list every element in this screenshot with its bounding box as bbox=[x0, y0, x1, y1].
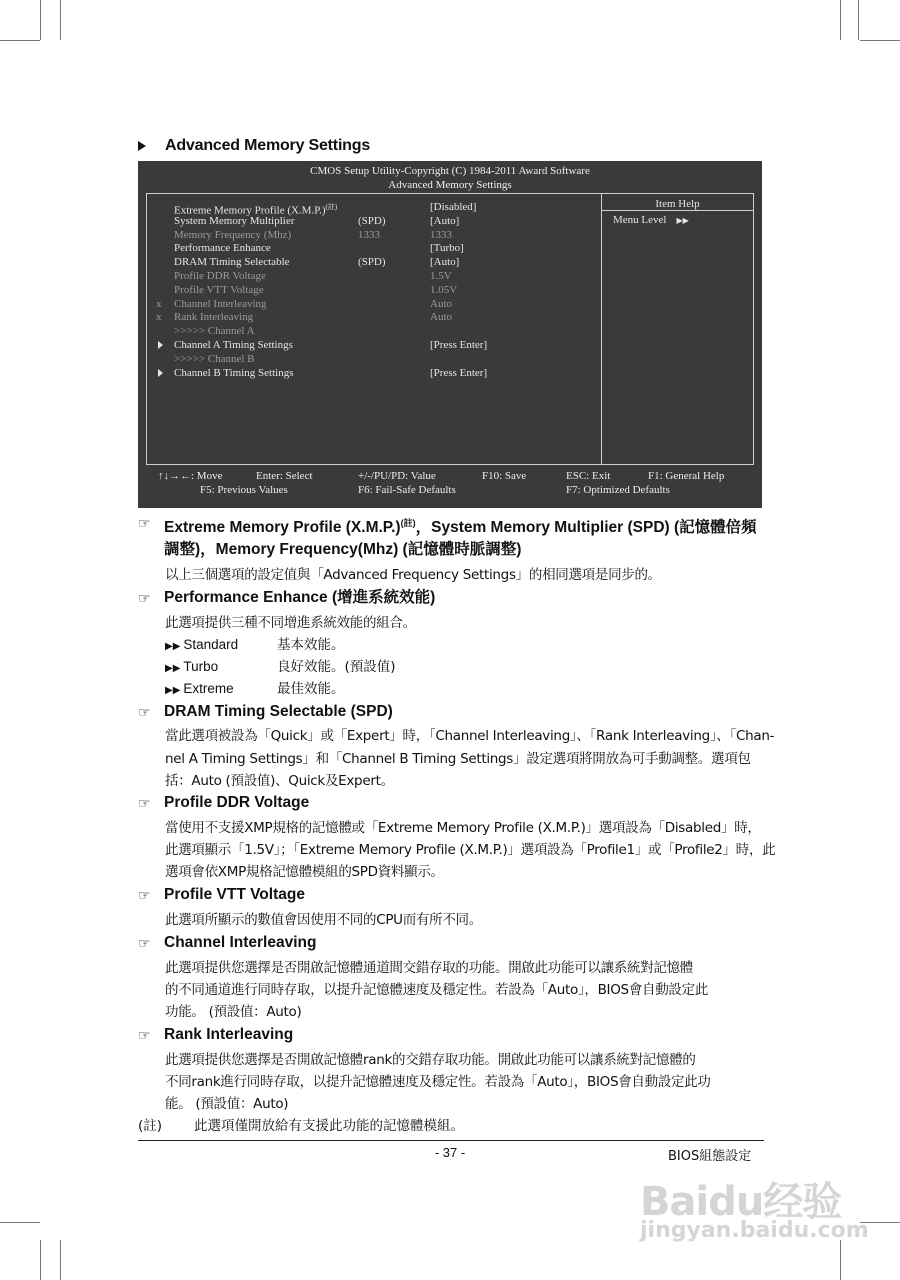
key-optimized: F7: Optimized Defaults bbox=[566, 484, 670, 496]
watermark bbox=[640, 1170, 869, 1260]
bios-setting-row[interactable] bbox=[147, 200, 597, 217]
bios-setting-row bbox=[147, 283, 597, 297]
rank-description-1: 此選項提供您選擇是否開啟記憶體rank的交錯存取功能。開啟此功能可以讓系統對記憶體的 bbox=[165, 1052, 696, 1068]
setting-label: Profile VTT Voltage bbox=[174, 283, 264, 296]
bios-menu-title: Advanced Memory Settings bbox=[388, 179, 512, 191]
watermark-url: jingyan.baidu.com bbox=[640, 1218, 869, 1243]
bios-setting-row bbox=[147, 228, 597, 242]
bios-setting-row bbox=[147, 352, 597, 366]
disabled-marker: x bbox=[156, 297, 162, 310]
crop-mark bbox=[0, 1222, 40, 1223]
key-move: ↑↓→←: Move bbox=[158, 470, 223, 482]
ddr-voltage-heading-text: Profile DDR Voltage bbox=[164, 794, 310, 811]
option-extreme bbox=[165, 679, 345, 701]
bios-setting-row bbox=[147, 269, 597, 283]
option-desc: 良好效能。(預設值) bbox=[277, 659, 396, 675]
crop-mark bbox=[858, 0, 859, 40]
channel-description-3: 功能。 (預設值：Auto) bbox=[165, 1004, 302, 1020]
vtt-voltage-heading-text: Profile VTT Voltage bbox=[164, 886, 305, 903]
xmp-heading-text-cont: ，System Memory Multiplier (SPD) (記憶體倍頻 bbox=[415, 519, 757, 537]
xmp-heading-line2-text: 調整)，Memory Frequency(Mhz) (記憶體時脈調整) bbox=[164, 541, 522, 558]
bios-setting-row[interactable] bbox=[147, 366, 597, 380]
channel-interleaving-heading-text: Channel Interleaving bbox=[164, 934, 317, 951]
performance-heading-text: Performance Enhance (增進系統效能) bbox=[164, 589, 436, 606]
double-arrow-right-icon: ▶▶ bbox=[165, 641, 181, 652]
menu-level-label: Menu Level bbox=[613, 214, 667, 226]
pointing-hand-icon: ☞ bbox=[138, 935, 151, 951]
setting-value: Auto bbox=[430, 311, 452, 324]
bios-setting-row bbox=[147, 297, 597, 311]
item-help-underline bbox=[602, 210, 753, 211]
setting-value: 1.05V bbox=[430, 283, 458, 296]
footnote bbox=[138, 1117, 464, 1135]
menu-level bbox=[613, 214, 689, 227]
rank-interleaving-heading-text: Rank Interleaving bbox=[164, 1026, 294, 1043]
double-arrow-right-icon: ▶▶ bbox=[165, 663, 181, 674]
xmp-description: 以上三個選項的設定值與「Advanced Frequency Settings」的相同選項是同步的。 bbox=[165, 567, 661, 583]
dram-heading-text: DRAM Timing Selectable (SPD) bbox=[164, 703, 393, 720]
setting-value: Auto bbox=[430, 297, 452, 310]
setting-value: 1.5V bbox=[430, 270, 452, 282]
setting-value[interactable]: [Press Enter] bbox=[430, 366, 488, 379]
crop-mark bbox=[840, 0, 841, 40]
setting-label: Performance Enhance bbox=[174, 242, 271, 255]
key-help: F1: General Help bbox=[648, 470, 725, 482]
bios-setting-row[interactable] bbox=[147, 214, 597, 228]
crop-mark bbox=[60, 1240, 61, 1280]
crop-mark bbox=[0, 40, 40, 41]
setting-value[interactable]: [Turbo] bbox=[430, 242, 464, 255]
key-save: F10: Save bbox=[482, 470, 527, 482]
footnote-text: 此選項僅開放給有支援此功能的記憶體模組。 bbox=[194, 1118, 464, 1134]
submenu-arrow-icon bbox=[158, 341, 163, 349]
option-standard bbox=[165, 635, 345, 657]
ddr-description-1: 當使用不支援XMP規格的記憶體或「Extreme Memory Profile (X.M.P.)」選項設為「Disabled」時， bbox=[165, 820, 761, 836]
key-previous: F5: Previous Values bbox=[200, 484, 288, 496]
item-help-title: Item Help bbox=[655, 198, 700, 210]
bios-setting-row bbox=[147, 324, 597, 338]
setting-label: DRAM Timing Selectable bbox=[174, 256, 290, 269]
double-arrow-right-icon: ▶▶ bbox=[165, 685, 181, 696]
footer-rule bbox=[138, 1140, 764, 1141]
crop-mark bbox=[860, 40, 900, 41]
dram-description-1: 當此選項被設為「Quick」或「Expert」時，「Channel Interleaving」、「Rank Interleaving」、「Chan- bbox=[165, 728, 775, 744]
submenu-arrow-icon bbox=[158, 369, 163, 377]
footnote-tag: (註) bbox=[138, 1118, 163, 1134]
setting-label: Extreme Memory Profile $(X.M.P.)^{(註)}$ bbox=[174, 203, 338, 217]
setting-label: Profile DDR Voltage bbox=[174, 270, 266, 282]
setting-label: Memory Frequency (Mhz) bbox=[174, 228, 292, 241]
dram-description-2: nel A Timing Settings」和「Channel B Timing Settings」設定選項將開放為可手動調整。選項包 bbox=[165, 751, 751, 767]
disabled-marker: x bbox=[156, 311, 162, 324]
bios-copyright: CMOS Setup Utility-Copyright (C) 1984-2011 Award Software bbox=[310, 165, 590, 177]
ddr-description-3: 選項會依XMP規格記憶體模組的SPD資料顯示。 bbox=[165, 864, 444, 880]
note-marker: (註) bbox=[400, 518, 416, 528]
setting-label: >>>>> Channel B bbox=[174, 352, 255, 365]
pointing-hand-icon: ☞ bbox=[138, 1027, 151, 1043]
vtt-description: 此選項所顯示的數值會因使用不同的CPU而有所不同。 bbox=[165, 912, 482, 928]
page-number: - 37 - bbox=[434, 1145, 466, 1160]
key-failsafe: F6: Fail-Safe Defaults bbox=[358, 484, 456, 496]
pointing-hand-icon: ☞ bbox=[138, 795, 151, 811]
bios-screen bbox=[138, 161, 762, 508]
bios-setting-row[interactable] bbox=[147, 255, 597, 269]
setting-label: >>>>> Channel A bbox=[174, 325, 255, 338]
setting-value: 1333 bbox=[430, 228, 452, 241]
channel-description-1: 此選項提供您選擇是否開啟記憶體通道間交錯存取的功能。開啟此功能可以讓系統對記憶體 bbox=[165, 960, 693, 976]
bios-setting-row[interactable] bbox=[147, 338, 597, 352]
watermark-logo: Baidu经验 bbox=[640, 1179, 842, 1225]
option-name: Extreme bbox=[183, 681, 234, 696]
setting-current: (SPD) bbox=[358, 256, 386, 269]
setting-current: (SPD) bbox=[358, 214, 386, 227]
bios-setting-row bbox=[147, 310, 597, 324]
setting-current: 1333 bbox=[358, 228, 380, 241]
setting-label: Rank Interleaving bbox=[174, 311, 254, 324]
key-exit: ESC: Exit bbox=[566, 470, 611, 482]
setting-label: System Memory Multiplier bbox=[174, 214, 295, 227]
pointing-hand-icon: ☞ bbox=[138, 704, 151, 720]
setting-label: Channel B Timing Settings bbox=[174, 366, 294, 379]
bios-divider bbox=[601, 194, 602, 464]
setting-label: Channel A Timing Settings bbox=[174, 339, 293, 351]
pointing-hand-icon: ☞ bbox=[138, 887, 151, 903]
footer-chapter-title: BIOS組態設定 bbox=[668, 1149, 752, 1164]
setting-value[interactable]: [Disabled] bbox=[430, 201, 477, 213]
key-enter: Enter: Select bbox=[256, 470, 313, 482]
setting-value[interactable]: [Press Enter] bbox=[430, 339, 488, 351]
pointing-hand-icon: ☞ bbox=[138, 590, 151, 606]
setting-label: Channel Interleaving bbox=[174, 297, 267, 310]
double-arrow-right-icon: ▶▶ bbox=[676, 216, 689, 225]
xmp-heading-text: Extreme Memory Profile (X.M.P.) bbox=[164, 519, 401, 537]
crop-mark bbox=[60, 0, 61, 40]
bios-title bbox=[138, 164, 762, 192]
option-desc: 基本效能。 bbox=[277, 637, 345, 653]
option-turbo bbox=[165, 657, 396, 679]
bios-setting-row[interactable] bbox=[147, 241, 597, 255]
setting-value[interactable]: [Auto] bbox=[430, 214, 460, 227]
option-name: Standard bbox=[183, 637, 239, 652]
crop-mark bbox=[40, 1240, 41, 1280]
dram-description-3: 括：Auto (預設值)、Quick及Expert。 bbox=[165, 773, 394, 789]
rank-description-3: 能。 (預設值：Auto) bbox=[165, 1096, 289, 1112]
crop-mark bbox=[40, 0, 41, 40]
section-heading bbox=[138, 136, 370, 156]
ddr-description-2: 此選項顯示「1.5V」；「Extreme Memory Profile (X.M.P.)」選項設為「Profile1」或「Profile2」時，此 bbox=[165, 842, 776, 858]
option-name: Turbo bbox=[183, 659, 219, 674]
setting-value[interactable]: [Auto] bbox=[430, 256, 460, 269]
key-value: +/-/PU/PD: Value bbox=[358, 470, 436, 482]
note-marker: (註) bbox=[325, 203, 338, 211]
bios-frame bbox=[146, 193, 754, 465]
performance-description: 此選項提供三種不同增進系統效能的組合。 bbox=[165, 615, 416, 631]
pointing-hand-icon: ☞ bbox=[138, 515, 151, 531]
channel-description-2: 的不同通道進行同時存取，以提升記憶體速度及穩定性。若設為「Auto」，BIOS會自動設定此 bbox=[165, 982, 709, 998]
rank-description-2: 不同rank進行同時存取，以提升記憶體速度及穩定性。若設為「Auto」，BIOS會自動設定此功 bbox=[165, 1074, 711, 1090]
triangle-right-icon bbox=[138, 141, 146, 151]
option-desc: 最佳效能。 bbox=[277, 681, 345, 697]
section-title: Advanced Memory Settings bbox=[165, 137, 371, 154]
